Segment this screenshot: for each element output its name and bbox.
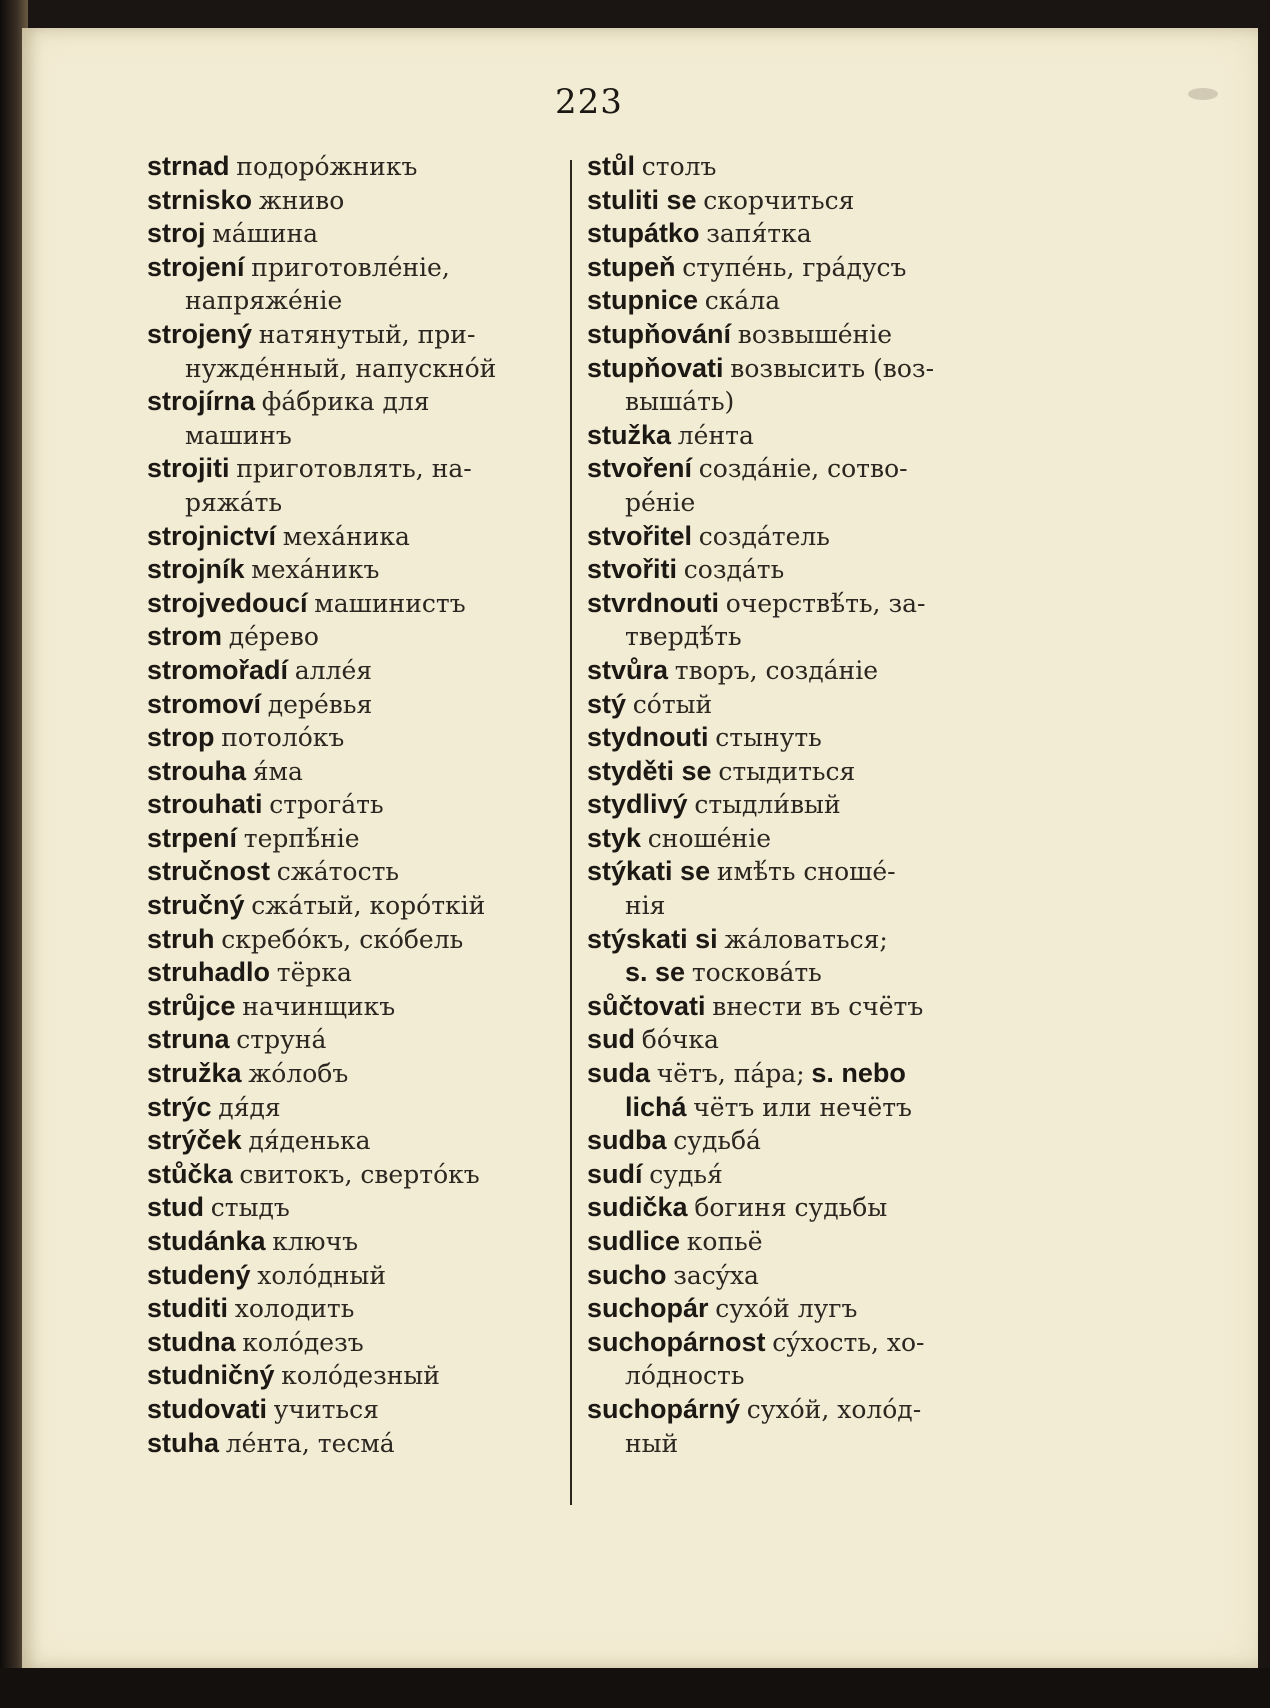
translation: колóдезный [281, 1361, 440, 1391]
dictionary-entry [147, 385, 567, 419]
dictionary-entry [587, 251, 1007, 285]
dictionary-entry [587, 1158, 1007, 1192]
entry-continuation [587, 889, 1007, 923]
translation: дя́денька [248, 1126, 371, 1156]
translation: тёрка [276, 958, 352, 988]
headword: stupnice [587, 285, 699, 316]
headword: strojený [147, 318, 253, 349]
translation: жáловаться; [724, 924, 888, 954]
dictionary-entry [587, 688, 1007, 722]
headword: sudí [587, 1158, 643, 1189]
translation: колóдезъ [242, 1327, 364, 1357]
dictionary-entry [147, 956, 567, 990]
translation: ступéнь, грáдусъ [682, 252, 907, 282]
dictionary-entry [147, 721, 567, 755]
translation: сухóй, холóд- [746, 1394, 922, 1424]
translation: подорóжникъ [236, 152, 418, 181]
translation-continuation: твердѣ́ть [625, 622, 742, 652]
translation: приготовлéніе, [251, 252, 450, 282]
dictionary-entry [147, 318, 567, 352]
translation: внести въ счётъ [712, 991, 924, 1021]
dictionary-entry [587, 1292, 1007, 1326]
entry-continuation [587, 486, 1007, 520]
translation: сношéніе [647, 823, 772, 853]
page-number: 223 [555, 82, 623, 122]
translation: создáтель [698, 521, 830, 551]
headword: strouhati [147, 789, 263, 820]
dictionary-entry [587, 1124, 1007, 1158]
translation: стыдли́вый [694, 790, 841, 820]
dictionary-entry [147, 1124, 567, 1158]
dictionary-entry [587, 1259, 1007, 1293]
translation-continuation: нуждéнный, напускнóй [185, 353, 497, 383]
translation: скáла [704, 286, 781, 316]
headword: stýkati se [587, 856, 711, 887]
translation-continuation: лóдность [625, 1361, 745, 1391]
translation: чётъ, пáра; [656, 1059, 805, 1089]
translation-continuation: вышáть) [625, 387, 735, 417]
dictionary-entry [147, 788, 567, 822]
translation: мехáникъ [251, 555, 380, 585]
headword: stuha [147, 1427, 220, 1458]
headword: strojvedoucí [147, 587, 308, 618]
dictionary-entry [147, 1259, 567, 1293]
translation: учиться [273, 1394, 379, 1424]
headword: studánka [147, 1226, 266, 1256]
dictionary-entry [147, 520, 567, 554]
translation: сýхость, хо- [772, 1327, 925, 1357]
dictionary-entry [147, 587, 567, 621]
headword: stupňovati [587, 352, 724, 383]
translation: стыдиться [718, 756, 856, 786]
headword: sůčtovati [587, 990, 706, 1021]
translation: жнивo [258, 185, 345, 215]
dictionary-entry [587, 553, 1007, 587]
headword: stužka [587, 419, 672, 450]
headword: struh [147, 923, 215, 954]
headword: strpení [147, 822, 238, 853]
headword: stydnouti [587, 722, 709, 753]
dictionary-entry [587, 184, 1007, 218]
headword: lichá [625, 1091, 687, 1122]
headword: stůl [587, 151, 636, 181]
dictionary-entry [147, 1292, 567, 1326]
dictionary-entry [587, 520, 1007, 554]
headword: strýc [147, 1091, 212, 1122]
headword: strůjce [147, 990, 236, 1021]
dictionary-entry [147, 822, 567, 856]
translation-continuation: рéніе [625, 487, 696, 517]
dictionary-entry [147, 1191, 567, 1225]
headword: studiti [147, 1293, 228, 1324]
translation: свитокъ, свертóкъ [239, 1159, 480, 1189]
scan-bottom-edge [0, 1668, 1270, 1708]
translation: копьё [686, 1227, 763, 1256]
dictionary-entry [587, 1091, 1007, 1125]
dictionary-entry [587, 217, 1007, 251]
headword-phrase: s. nebo [811, 1058, 906, 1089]
headword: stromoví [147, 688, 262, 719]
dictionary-entry [587, 318, 1007, 352]
headword: stružka [147, 1058, 242, 1089]
translation: запя́тка [706, 219, 812, 249]
translation: богиня судьбы [694, 1193, 888, 1223]
dictionary-entry [147, 251, 567, 285]
dictionary-entry [587, 1057, 1007, 1091]
translation: сухóй лугъ [715, 1294, 858, 1324]
headword: stupňování [587, 318, 732, 349]
dictionary-entry [147, 1158, 567, 1192]
translation: имѣ́ть сношé- [716, 857, 896, 887]
translation: скребóкъ, скóбель [221, 924, 464, 954]
translation: машинистъ [314, 588, 466, 618]
dictionary-entry [587, 990, 1007, 1024]
headword: stůčka [147, 1158, 233, 1189]
entry-continuation [147, 352, 567, 386]
dictionary-entry [147, 620, 567, 654]
headword: strýček [147, 1125, 242, 1156]
headword: strojnictví [147, 520, 277, 551]
headword: sud [587, 1024, 636, 1055]
headword: stroj [147, 218, 206, 249]
headword: suda [587, 1058, 651, 1089]
dictionary-entry [587, 150, 1007, 184]
headword: stvořiti [587, 554, 678, 585]
dictionary-entry [147, 553, 567, 587]
headword: stručnost [147, 856, 271, 887]
translation: бóчка [641, 1025, 719, 1055]
headword: suchopárný [587, 1393, 741, 1424]
translation: струнá [236, 1025, 327, 1055]
translation: тосковáть [691, 958, 822, 988]
translation: я́ма [252, 756, 303, 786]
headword: stvořitel [587, 520, 693, 551]
entry-continuation [587, 385, 1007, 419]
headword: suchopárnost [587, 1326, 766, 1357]
dictionary-entry [147, 1057, 567, 1091]
translation: судьбá [673, 1126, 761, 1156]
translation: лéнта [677, 420, 754, 450]
translation: строгáть [269, 790, 384, 820]
translation: возвышéніе [737, 319, 892, 349]
translation: дéрево [228, 622, 319, 652]
dictionary-entry [587, 452, 1007, 486]
entry-continuation [147, 486, 567, 520]
translation: ключъ [272, 1227, 359, 1256]
translation: натянутый, при- [258, 319, 476, 349]
headword: stydlivý [587, 789, 688, 820]
headword: studený [147, 1259, 251, 1290]
headword: suchopár [587, 1293, 709, 1324]
translation: скорчиться [703, 185, 855, 215]
translation-continuation: напряжéніе [185, 286, 343, 316]
headword: strop [147, 722, 215, 753]
translation: аллéя [294, 655, 373, 685]
entry-continuation [587, 1359, 1007, 1393]
headword: sudička [587, 1192, 688, 1223]
dictionary-entry [587, 1191, 1007, 1225]
headword: strom [147, 621, 223, 652]
translation: чётъ или нечётъ [693, 1092, 912, 1122]
translation: очерствѣ́ть, за- [725, 588, 926, 618]
translation: стынуть [715, 723, 822, 753]
headword: stvrdnouti [587, 587, 719, 618]
headword: studna [147, 1326, 236, 1357]
headword: styk [587, 822, 642, 853]
translation: лéнта, тесмá [225, 1428, 395, 1458]
dictionary-entry [147, 1225, 567, 1259]
translation: возвысить (воз- [730, 353, 935, 383]
translation: стыдъ [210, 1193, 290, 1223]
left-column [147, 150, 567, 1460]
headword: stýskati si [587, 923, 718, 954]
dictionary-entry [147, 1023, 567, 1057]
translation: столъ [641, 152, 717, 181]
translation: терпѣ́ніе [243, 823, 360, 853]
dictionary-entry [587, 855, 1007, 889]
dictionary-entry [147, 1427, 567, 1461]
dictionary-entry [587, 587, 1007, 621]
headword: strouha [147, 755, 247, 786]
dictionary-entry [147, 217, 567, 251]
paper-smudge [1188, 88, 1218, 100]
translation-continuation: нія [625, 891, 666, 921]
translation: создáніе, сотво- [698, 454, 908, 484]
dictionary-entry [587, 721, 1007, 755]
headword: strnisko [147, 184, 253, 215]
dictionary-entry [587, 419, 1007, 453]
dictionary-entry [147, 184, 567, 218]
headword: stupátko [587, 218, 700, 249]
dictionary-entry [147, 923, 567, 957]
dictionary-entry [587, 755, 1007, 789]
translation: холóдный [257, 1260, 386, 1290]
headword: sudlice [587, 1226, 681, 1256]
headword: styděti se [587, 755, 712, 786]
dictionary-entry [587, 956, 1007, 990]
translation: сжáтость [276, 857, 400, 887]
headword: studničný [147, 1360, 275, 1391]
headword: studovati [147, 1393, 268, 1424]
translation: засýха [673, 1260, 759, 1290]
dictionary-entry [147, 688, 567, 722]
translation: фáбрика для [261, 387, 430, 417]
translation: сóтый [632, 689, 713, 719]
dictionary-entry [147, 1091, 567, 1125]
dictionary-entry [587, 284, 1007, 318]
dictionary-entry [147, 889, 567, 923]
dictionary-entry [147, 1393, 567, 1427]
headword: stručný [147, 890, 245, 921]
translation: приготовлять, на- [236, 454, 472, 484]
headword: stromořadí [147, 654, 289, 685]
dictionary-entry [147, 990, 567, 1024]
headword: strojírna [147, 386, 256, 417]
translation: мехáника [282, 521, 410, 551]
translation: дерéвья [267, 689, 373, 719]
translation: сжáтый, корóткій [251, 891, 486, 921]
translation-continuation: машинъ [185, 420, 292, 450]
dictionary-entry [587, 1326, 1007, 1360]
translation: начинщикъ [242, 991, 396, 1021]
translation: мáшина [212, 219, 319, 249]
dictionary-entry [587, 1393, 1007, 1427]
translation: потолóкъ [221, 723, 345, 753]
headword: stud [147, 1192, 204, 1223]
dictionary-entry [147, 1326, 567, 1360]
dictionary-entry [147, 150, 567, 184]
translation-continuation: ный [625, 1428, 679, 1458]
entry-continuation [587, 1427, 1007, 1461]
headword: strojník [147, 554, 245, 585]
translation-continuation: ряжáть [185, 487, 283, 517]
dictionary-entry [147, 1359, 567, 1393]
translation: судья́ [649, 1159, 723, 1189]
dictionary-entry [587, 1023, 1007, 1057]
translation: холодить [234, 1294, 355, 1324]
headword: strnad [147, 151, 230, 181]
translation: творъ, создáніе [674, 655, 878, 685]
headword: sudba [587, 1125, 667, 1156]
headword: stuliti se [587, 184, 697, 215]
dictionary-entry [147, 855, 567, 889]
dictionary-entry [147, 654, 567, 688]
translation: создáть [683, 555, 785, 585]
headword: struna [147, 1024, 230, 1055]
headword: struhadlo [147, 957, 271, 988]
dictionary-entry [147, 755, 567, 789]
dictionary-entry [587, 923, 1007, 957]
headword: strojiti [147, 453, 230, 484]
translation: жóлобъ [248, 1059, 349, 1089]
dictionary-entry [587, 352, 1007, 386]
headword: s. se [625, 957, 686, 988]
translation: дя́дя [218, 1092, 281, 1122]
headword: stvoření [587, 453, 693, 484]
dictionary-entry [587, 822, 1007, 856]
dictionary-entry [147, 452, 567, 486]
entry-continuation [147, 419, 567, 453]
headword: stupeň [587, 251, 676, 282]
column-divider [570, 160, 572, 1505]
dictionary-entry [587, 1225, 1007, 1259]
entry-continuation [147, 284, 567, 318]
headword: strojení [147, 251, 245, 282]
right-column [587, 150, 1007, 1460]
headword: stvůra [587, 654, 669, 685]
dictionary-entry [587, 788, 1007, 822]
headword: stý [587, 688, 627, 719]
headword: sucho [587, 1259, 667, 1290]
entry-continuation [587, 620, 1007, 654]
dictionary-entry [587, 654, 1007, 688]
